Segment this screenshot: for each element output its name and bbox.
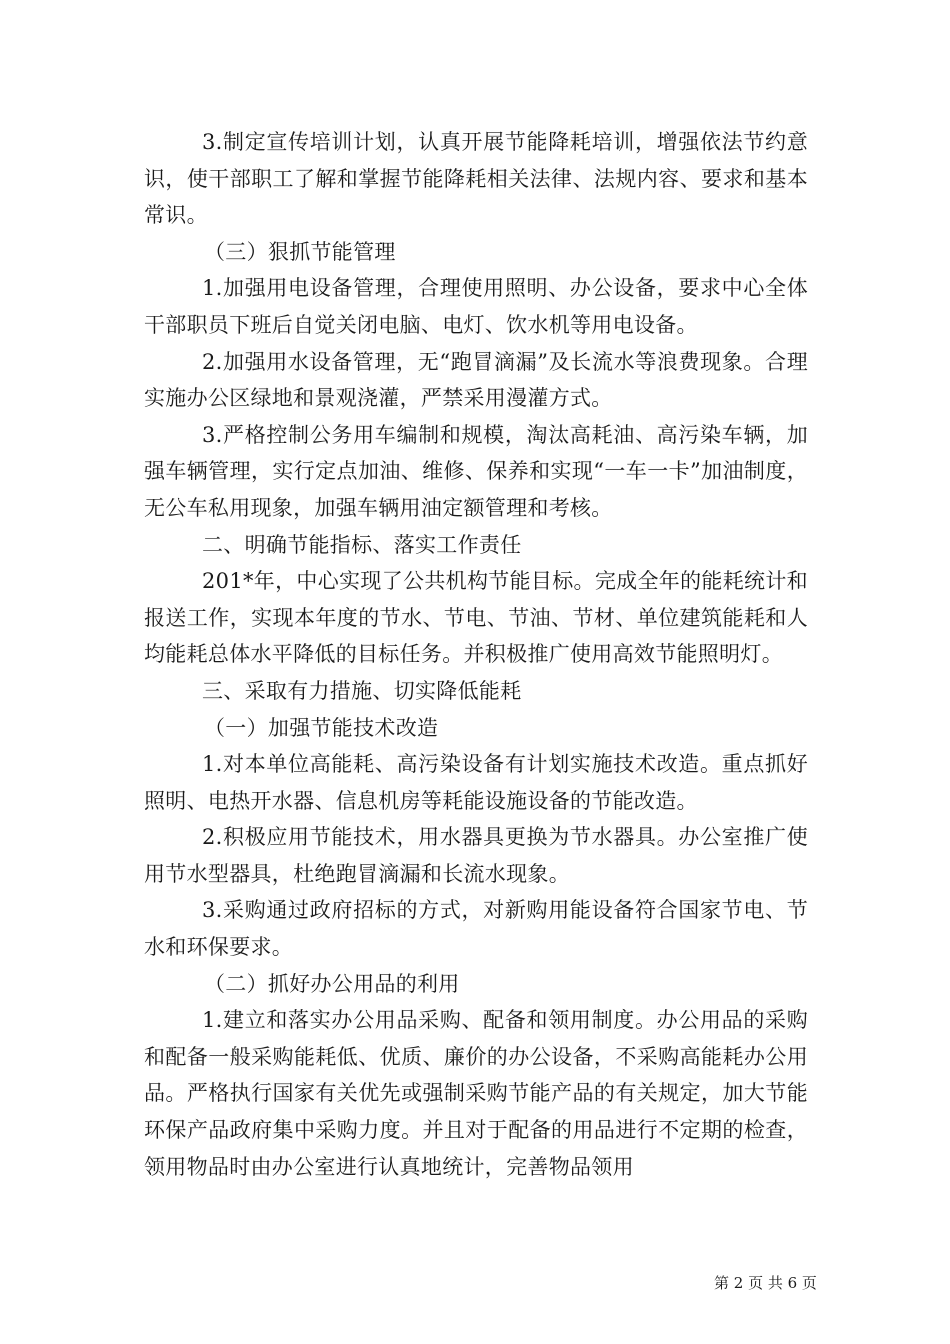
heading-section-three: 三、采取有力措施、切实降低能耗 [202,678,522,703]
document-body [144,124,808,1185]
paragraph-training-plan: 3.制定宣传培训计划，认真开展节能降耗培训，增强依法节约意识，使干部职工了解和掌握节能降耗相关法律、法规内容、要求和基本常识。 [144,130,808,228]
paragraph-water-saving-tech: 2.积极应用节能技术，用水器具更换为节水器具。办公室推广使用节水型器具，杜绝跑冒滴漏和长流水现象。 [144,825,808,886]
paragraph-energy-targets: 201*年，中心实现了公共机构节能目标。完成全年的能耗统计和报送工作，实现本年度的节水、节电、节油、节材、单位建筑能耗和人均能耗总体水平降低的目标任务。并积极推广使用高效节能照明灯。 [144,569,808,667]
heading-section-two: 二、明确节能指标、落实工作责任 [202,532,522,557]
heading-technical-retrofit: （一）加强节能技术改造 [204,715,439,740]
paragraph-office-supplies-system: 1.建立和落实办公用品采购、配备和领用制度。办公用品的采购和配备一般采购能耗低、优质、廉价的办公设备，不采购高能耗办公用品。严格执行国家有关优先或强制采购节能产品的有关规定，加大节能环保产品政府集中采购力度。并且对于配备的用品进行不定期的检查，领用物品时由办公室进行认真地统计，完善物品领用 [144,1008,808,1179]
heading-energy-management: （三）狠抓节能管理 [204,239,396,264]
page-number: 第 2 页 共 6 页 [714,1274,817,1292]
heading-office-supplies: （二）抓好办公用品的利用 [204,971,460,996]
paragraph-water-equipment: 2.加强用水设备管理，无“跑冒滴漏”及长流水等浪费现象。合理实施办公区绿地和景观浇灌，严禁采用漫灌方式。 [144,349,808,411]
paragraph-vehicle-control: 3.严格控制公务用车编制和规模，淘汰高耗油、高污染车辆，加强车辆管理，实行定点加油、维修、保养和实现“一车一卡”加油制度，无公车私用现象，加强车辆用油定额管理和考核。 [144,422,808,520]
paragraph-equipment-retrofit: 1.对本单位高能耗、高污染设备有计划实施技术改造。重点抓好照明、电热开水器、信息机房等耗能设施设备的节能改造。 [144,752,808,813]
paragraph-electric-equipment: 1.加强用电设备管理，合理使用照明、办公设备，要求中心全体干部职员下班后自觉关闭电脑、电灯、饮水机等用电设备。 [144,276,808,337]
paragraph-procurement: 3.采购通过政府招标的方式，对新购用能设备符合国家节电、节水和环保要求。 [144,898,808,960]
